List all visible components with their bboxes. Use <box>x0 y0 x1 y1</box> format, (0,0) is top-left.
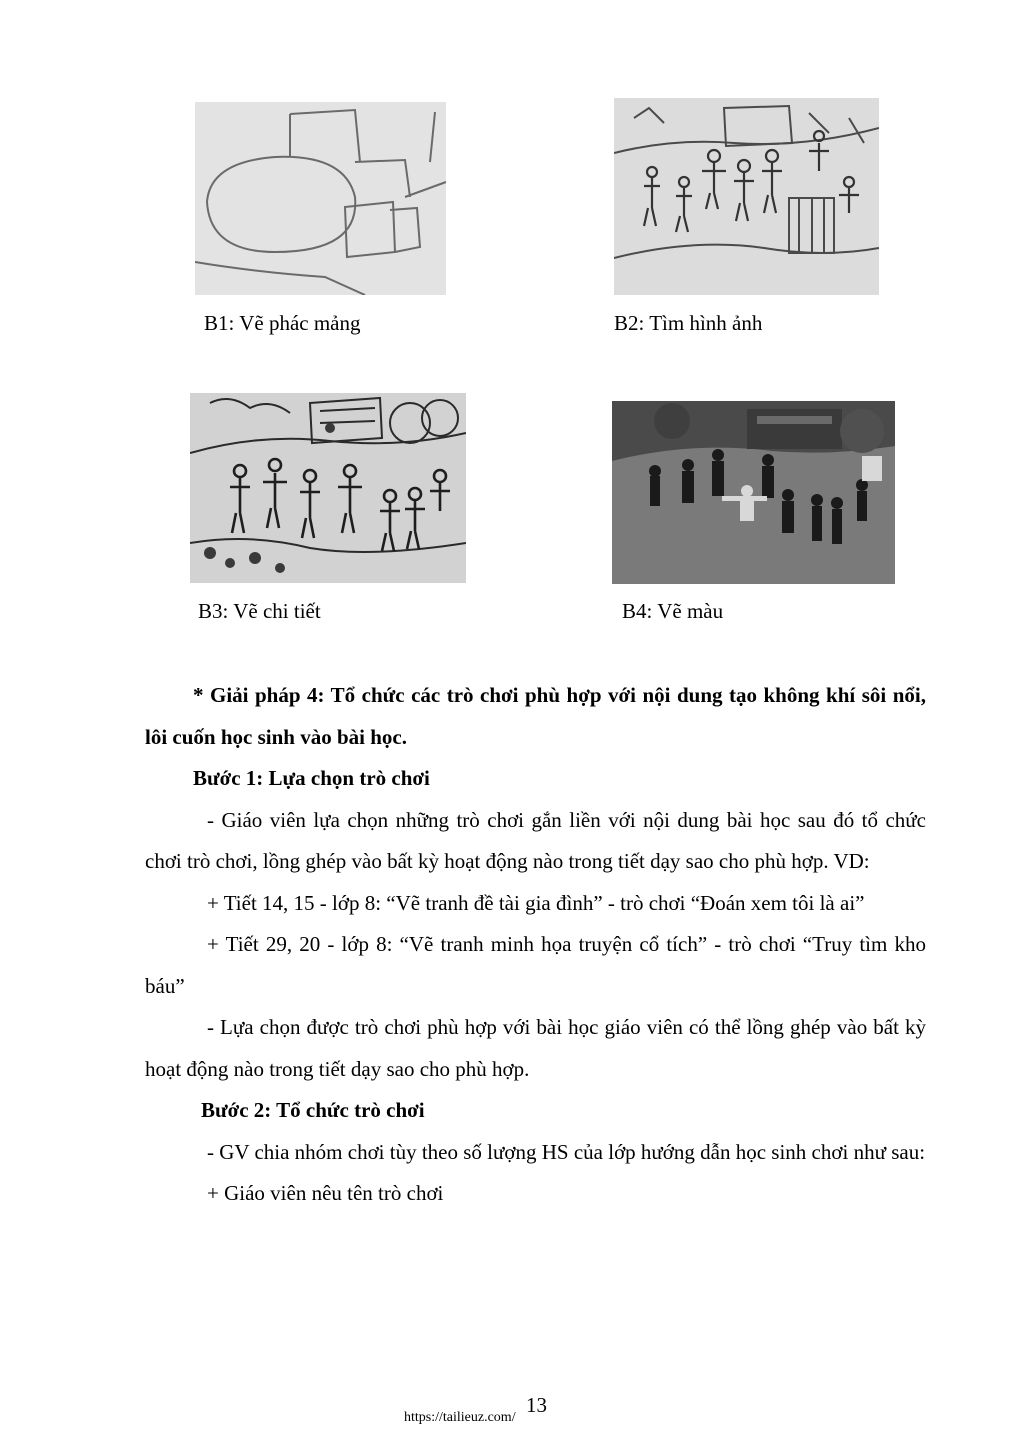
figure-b3-caption: B3: Vẽ chi tiết <box>198 599 321 623</box>
figure-b2-image <box>614 98 879 295</box>
step1-paragraph-2: - Lựa chọn được trò chơi phù hợp với bài học giáo viên có thể lồng ghép vào bất kỳ hoạt động nào trong tiết dạy sao cho phù hợp. <box>145 1015 926 1081</box>
step1-example-1: + Tiết 14, 15 - lớp 8: “Vẽ tranh đề tài gia đình” - trò chơi “Đoán xem tôi là ai” <box>207 890 865 915</box>
page-number: 13 <box>526 1393 547 1417</box>
solution-4-title: Tổ chức các trò chơi phù hợp với nội dung tạo không khí sôi nổi, lôi cuốn học sinh vào bài học. <box>145 683 926 749</box>
figure-b4-caption: B4: Vẽ màu <box>622 599 724 623</box>
solution-4-heading <box>145 675 926 758</box>
footer-url: https://tailieuz.com/ <box>404 1410 516 1425</box>
figure-b1-image <box>195 102 446 295</box>
figure-b2-caption: B2: Tìm hình ảnh <box>614 311 763 335</box>
body-text <box>145 675 926 1215</box>
step2-heading: Bước 2: Tổ chức trò chơi <box>201 1098 425 1122</box>
solution-4-label: * Giải pháp 4: <box>193 683 325 707</box>
step2-paragraph-1: - GV chia nhóm chơi tùy theo số lượng HS của lớp hướng dẫn học sinh chơi như sau: <box>207 1139 926 1164</box>
figure-b3-image <box>190 393 466 583</box>
step2-paragraph-2: + Giáo viên nêu tên trò chơi <box>207 1181 444 1205</box>
step1-paragraph-1: - Giáo viên lựa chọn những trò chơi gắn liền với nội dung bài học sau đó tổ chức chơi trò chơi, lồng ghép vào bất kỳ hoạt động nào trong tiết dạy sao cho phù hợp. VD: <box>145 807 926 873</box>
step1-example-2: + Tiết 29, 20 - lớp 8: “Vẽ tranh minh họa truyện cổ tích” - trò chơi “Truy tìm kho báu” <box>145 932 926 998</box>
figure-b1-caption: B1: Vẽ phác mảng <box>204 311 361 335</box>
step1-heading: Bước 1: Lựa chọn trò chơi <box>193 766 430 790</box>
figure-b4-image <box>612 401 895 584</box>
